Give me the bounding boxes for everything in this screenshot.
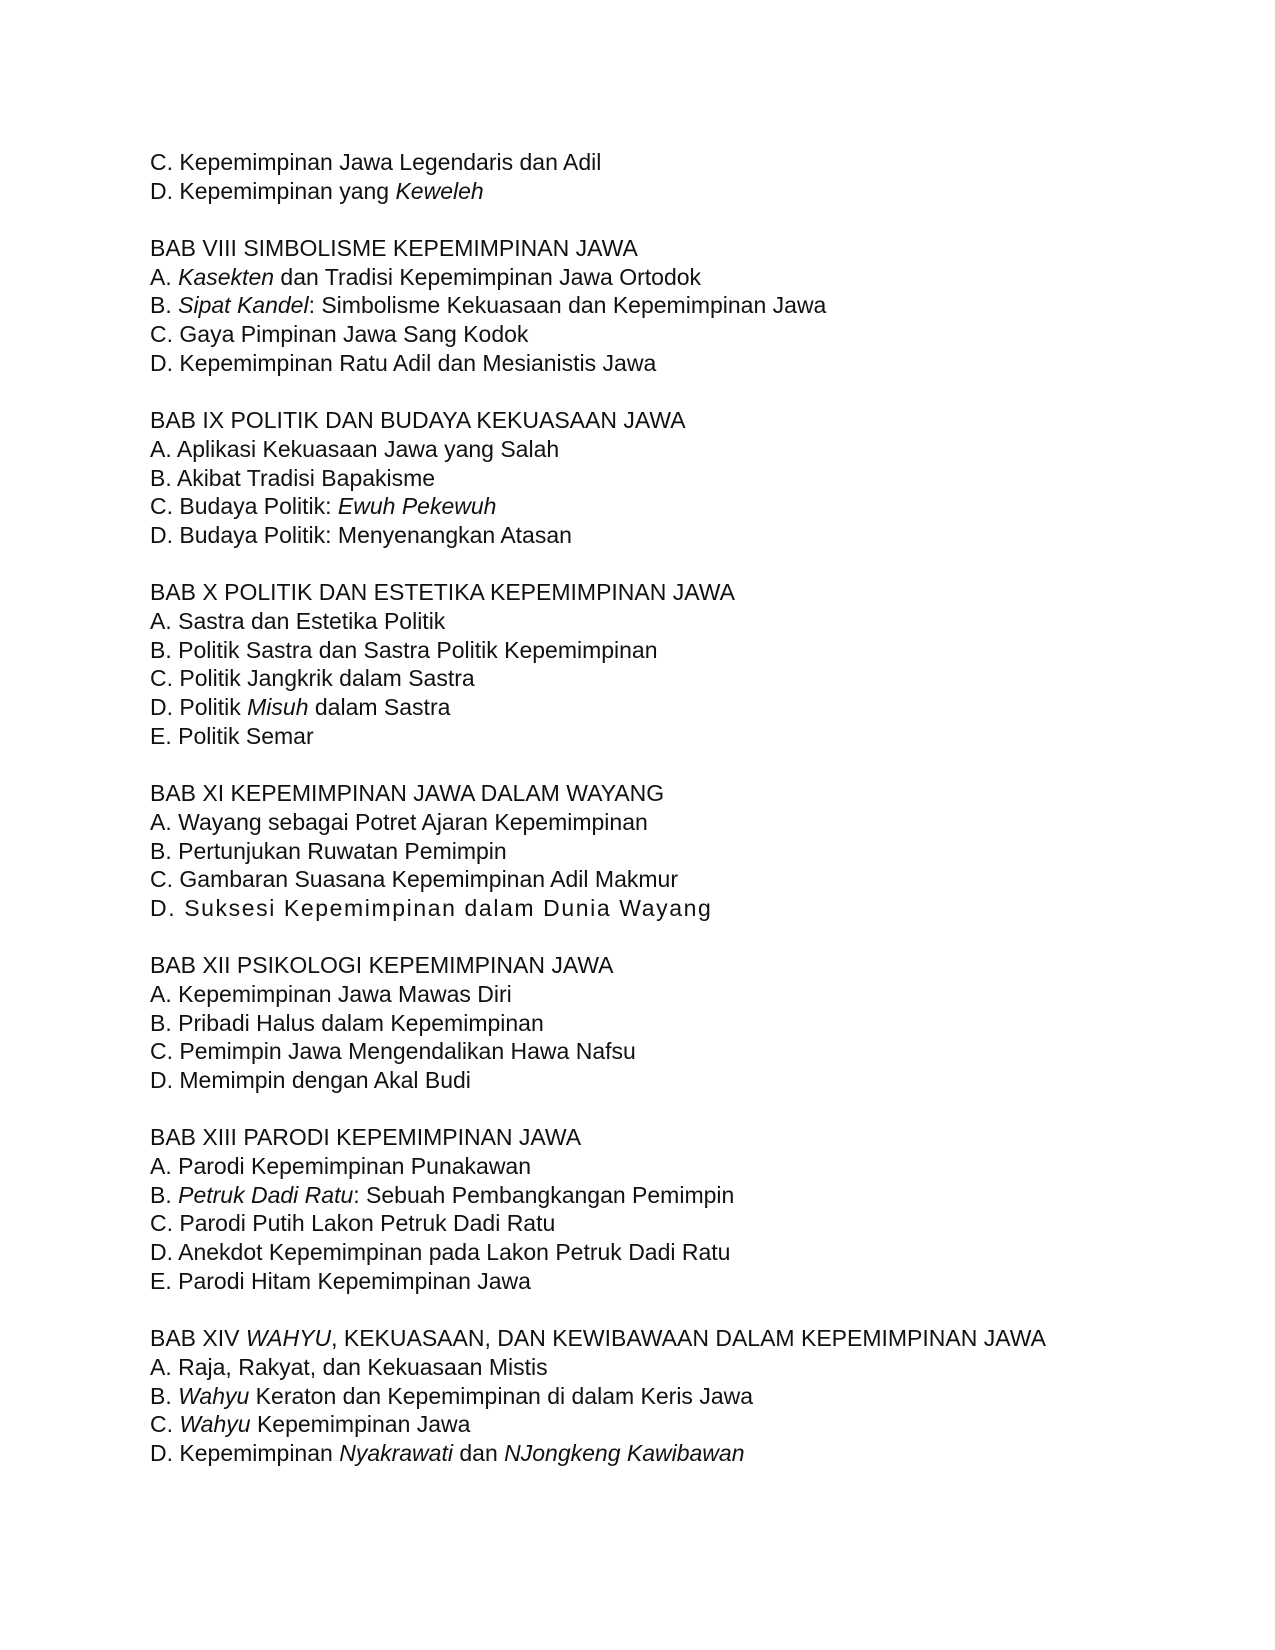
chapter-heading (150, 578, 1230, 607)
item-letter: C. (150, 149, 173, 175)
line-text: BAB X POLITIK DAN ESTETIKA KEPEMIMPINAN JAWA (150, 579, 735, 606)
line-text: Gaya Pimpinan Jawa Sang Kodok (179, 321, 529, 348)
section-item (150, 435, 1230, 464)
italic-term: WAHYU (245, 1325, 332, 1352)
italic-term: Nyakrawati (339, 1439, 453, 1466)
item-letter: A. (150, 435, 172, 462)
line-text: Parodi Hitam Kepemimpinan Jawa (178, 1267, 531, 1294)
section-item (150, 1267, 1230, 1296)
continued-section-item (150, 177, 1230, 206)
item-letter: C. (150, 665, 173, 692)
section-item (150, 1037, 1230, 1066)
line-text: Sastra dan Estetika Politik (178, 608, 446, 634)
section-spacer (150, 205, 1230, 234)
chapter-heading (150, 234, 1230, 263)
line-text: Politik Sastra dan Sastra Politik Kepemimpinan (178, 636, 658, 663)
line-text: dan Tradisi Kepemimpinan Jawa Ortodok (274, 263, 702, 290)
section-item (150, 980, 1230, 1009)
item-letter: D. (150, 521, 173, 548)
item-letter: B. (150, 292, 172, 319)
line-text: Pribadi Halus dalam Kepemimpinan (178, 1009, 544, 1036)
line-text: Akibat Tradisi Bapakisme (176, 464, 436, 491)
line-text: Raja, Rakyat, dan Kekuasaan Mistis (178, 1353, 548, 1380)
italic-term: NJongkeng Kawibawan (504, 1439, 745, 1466)
table-of-contents-page (150, 148, 1230, 1468)
section-item (150, 722, 1230, 751)
item-letter: D. (150, 177, 173, 204)
section-item (150, 1209, 1230, 1238)
section-item (150, 320, 1230, 349)
line-text: Budaya Politik: Menyenangkan Atasan (179, 521, 572, 548)
italic-term: Wahyu (179, 1411, 251, 1438)
line-text: BAB XIII PARODI KEPEMIMPINAN JAWA (150, 1124, 582, 1151)
line-text: Budaya Politik: (179, 493, 338, 520)
item-letter: B. (150, 1382, 172, 1409)
line-text: Kepemimpinan (179, 1439, 340, 1466)
section-spacer (150, 1095, 1230, 1124)
line-text: Memimpin dengan Akal Budi (179, 1067, 471, 1093)
item-letter: E. (150, 722, 172, 749)
line-text: Suksesi Kepemimpinan dalam Dunia Wayang (184, 894, 713, 921)
item-letter: A. (150, 263, 172, 290)
section-item (150, 837, 1230, 866)
line-text: Gambaran Suasana Kepemimpinan Adil Makmur (179, 866, 678, 893)
line-text: BAB XI KEPEMIMPINAN JAWA DALAM WAYANG (150, 780, 665, 807)
italic-term: Keweleh (395, 177, 484, 204)
line-text: Politik Jangkrik dalam Sastra (179, 665, 475, 692)
line-text: Kepemimpinan Jawa Mawas Diri (178, 980, 512, 1007)
italic-term: Wahyu (178, 1382, 250, 1409)
section-item (150, 521, 1230, 550)
section-item (150, 1152, 1230, 1181)
line-text: Politik (179, 694, 248, 721)
item-letter: C. (150, 1411, 173, 1438)
section-spacer (150, 550, 1230, 579)
item-letter: A. (150, 980, 172, 1007)
item-letter: D. (150, 1439, 173, 1466)
item-letter: E. (150, 1267, 172, 1294)
section-item (150, 865, 1230, 894)
section-spacer (150, 378, 1230, 407)
line-text: : Sebuah Pembangkangan Pemimpin (353, 1181, 735, 1208)
italic-term: Kasekten (178, 263, 275, 290)
section-item (150, 1439, 1230, 1468)
item-letter: D. (150, 1067, 173, 1093)
line-text: Anekdot Kepemimpinan pada Lakon Petruk Dadi Ratu (178, 1239, 731, 1266)
line-text: Keraton dan Kepemimpinan di dalam Keris Jawa (249, 1382, 754, 1409)
item-letter: A. (150, 808, 172, 835)
italic-term: Petruk Dadi Ratu (178, 1181, 354, 1208)
section-item (150, 1238, 1230, 1267)
section-item (150, 693, 1230, 722)
chapter-heading (150, 951, 1230, 980)
line-text: Pertunjukan Ruwatan Pemimpin (178, 837, 507, 864)
section-item (150, 1009, 1230, 1038)
item-letter: C. (150, 1038, 173, 1065)
section-item (150, 492, 1230, 521)
section-item (150, 808, 1230, 837)
line-text: Kepemimpinan Jawa Legendaris dan Adil (179, 149, 602, 175)
line-text: Kepemimpinan Ratu Adil dan Mesianistis Jawa (179, 349, 657, 376)
section-spacer (150, 750, 1230, 779)
line-text: dalam Sastra (308, 694, 451, 721)
section-item (150, 349, 1230, 378)
chapter-heading (150, 779, 1230, 808)
line-text: Wayang sebagai Potret Ajaran Kepemimpinan (178, 808, 648, 835)
italic-term: Misuh (247, 694, 309, 721)
section-item (150, 291, 1230, 320)
chapter-heading (150, 1324, 1230, 1353)
section-item (150, 607, 1230, 636)
line-text: Aplikasi Kekuasaan Jawa yang Salah (176, 435, 560, 462)
section-item (150, 263, 1230, 292)
section-spacer (150, 1296, 1230, 1325)
line-text: BAB XIV (150, 1325, 246, 1352)
continued-section-item (150, 148, 1230, 177)
line-text: Parodi Putih Lakon Petruk Dadi Ratu (179, 1210, 556, 1237)
chapter-heading (150, 406, 1230, 435)
line-text: : Simbolisme Kekuasaan dan Kepemimpinan Jawa (308, 292, 827, 319)
section-item (150, 1066, 1230, 1095)
section-item (150, 1181, 1230, 1210)
item-letter: D. (150, 349, 173, 376)
section-spacer (150, 923, 1230, 952)
line-text: dan (452, 1439, 505, 1466)
line-text: BAB IX POLITIK DAN BUDAYA KEKUASAAN JAWA (150, 407, 686, 434)
line-text: BAB XII PSIKOLOGI KEPEMIMPINAN JAWA (150, 952, 614, 979)
line-text: , KEKUASAAN, DAN KEWIBAWAAN DALAM KEPEMIMPINAN JAWA (331, 1325, 1046, 1352)
line-text: Kepemimpinan Jawa (250, 1411, 471, 1438)
section-item (150, 636, 1230, 665)
item-letter: C. (150, 493, 173, 520)
line-text: Kepemimpinan yang (179, 177, 396, 204)
item-letter: B. (150, 837, 172, 864)
section-item (150, 464, 1230, 493)
section-item (150, 894, 1230, 923)
section-item (150, 664, 1230, 693)
item-letter: A. (150, 608, 172, 634)
line-text: BAB VIII SIMBOLISME KEPEMIMPINAN JAWA (150, 235, 638, 262)
item-letter: C. (150, 866, 173, 893)
italic-term: Ewuh Pekewuh (337, 493, 497, 520)
item-letter: D. (150, 894, 177, 921)
section-item (150, 1353, 1230, 1382)
item-letter: C. (150, 321, 173, 348)
line-text: Politik Semar (178, 722, 314, 749)
section-item (150, 1410, 1230, 1439)
item-letter: B. (150, 636, 172, 663)
item-letter: B. (150, 1181, 172, 1208)
line-text: Parodi Kepemimpinan Punakawan (178, 1153, 532, 1180)
chapter-heading (150, 1123, 1230, 1152)
line-text: Pemimpin Jawa Mengendalikan Hawa Nafsu (179, 1038, 636, 1065)
item-letter: C. (150, 1210, 173, 1237)
item-letter: A. (150, 1353, 172, 1380)
item-letter: D. (150, 1239, 173, 1266)
italic-term: Sipat Kandel (178, 292, 309, 319)
item-letter: B. (150, 464, 172, 491)
item-letter: A. (150, 1153, 172, 1180)
item-letter: D. (150, 694, 173, 721)
section-item (150, 1382, 1230, 1411)
item-letter: B. (150, 1009, 172, 1036)
